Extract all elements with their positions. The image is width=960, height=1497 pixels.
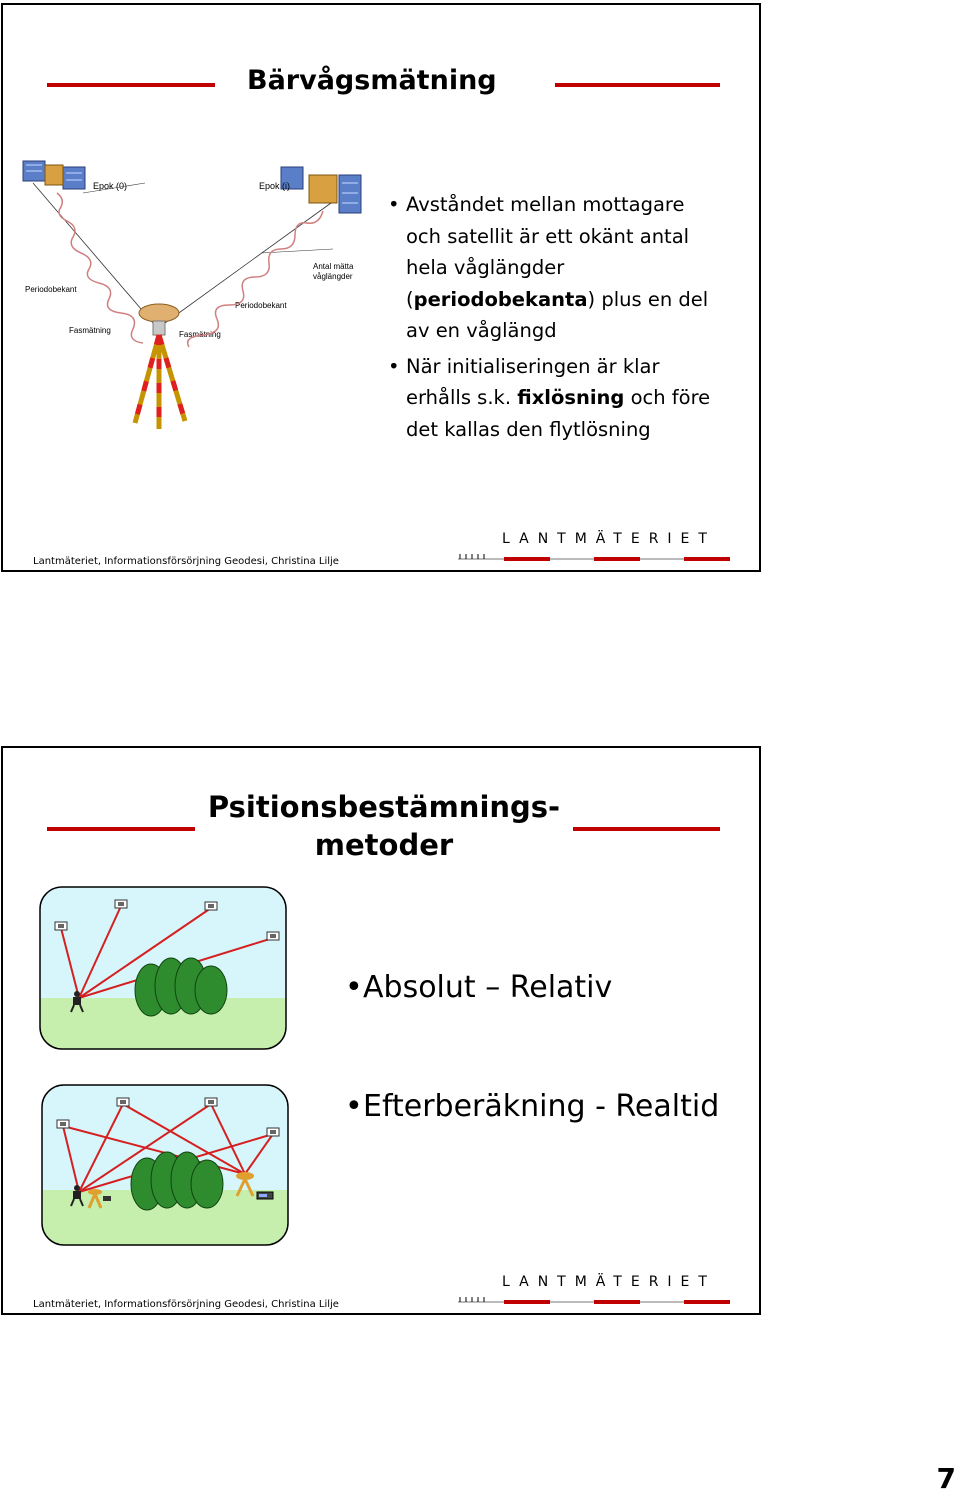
satellite-icon [55,922,67,930]
satellite-icon [115,900,127,908]
bullet-line: • Avståndet mellan mottagare [406,193,685,216]
bullet-initialisering [406,351,756,446]
label-epok-i: Epok (i) [259,181,291,191]
title-rule-right [555,83,720,87]
label-fasmatning-mid: Fasmätning [179,330,221,339]
label-epok-0: Epok (0) [93,181,128,191]
bullet-line [406,284,756,316]
lantmateriet-logo-ruler [458,1293,730,1305]
satellite-icon [57,1120,69,1128]
label-periodobekant-left: Periodobekant [25,285,77,294]
slide-barvagsmatning [1,3,761,572]
label-vaglangder: våglängder [313,272,353,281]
title-rule-left [47,827,195,831]
bullet-line: och satellit är ett okänt antal [406,224,690,248]
title-rule-left [47,83,215,87]
page-number: 7 [936,1462,956,1495]
lantmateriet-logo-ruler [458,550,730,562]
relative-positioning-diagram [41,1084,291,1248]
bullet-line: • När initialiseringen är klar [406,354,660,378]
bullet-avstandet [406,189,756,347]
text-fragment: och före [624,386,711,409]
trees-icon [131,1152,223,1210]
satellite-icon [205,902,217,910]
satellite-icon [205,1098,217,1106]
text-fragment: erhålls s.k. [406,386,518,409]
lantmateriet-logo-text: LANTMÄTERIET [502,531,716,547]
bullet-line [406,382,756,414]
slide-footer: Lantmäteriet, Informationsförsörjning Geodesi, Christina Lilje [33,556,339,567]
bullet-line: det kallas den flytlösning [406,417,651,441]
label-fasmatning-left: Fasmätning [69,326,111,335]
bold-term-fixlosning: fixlösning [517,386,625,409]
text-fragment: ) plus en del [587,287,709,311]
bullet-list [406,189,756,445]
trees-icon [135,958,227,1016]
label-antal-matta: Antal mätta [313,262,354,271]
slide-title [195,788,573,864]
slide-footer: Lantmäteriet, Informationsförsörjning Geodesi, Christina Lilje [33,1299,339,1310]
slide-title: Bärvågsmätning [247,65,497,96]
bullet-line: av en våglängd [406,319,557,342]
text-fragment: ( [406,287,414,311]
label-periodobekant-right: Periodobekant [235,301,287,310]
bullet-efterberakning-realtid: • Efterberäkning - Realtid [363,1089,763,1124]
satellite-icon [117,1098,129,1106]
bullet-absolut-relativ: • Absolut – Relativ [363,970,763,1005]
lantmateriet-logo-text: LANTMÄTERIET [502,1274,716,1290]
absolute-positioning-diagram [39,886,289,1052]
satellite-icon [267,932,279,940]
slide-title-line2: metoder [314,828,454,862]
bullet-list [363,970,763,1124]
carrier-phase-illustration [13,153,373,435]
slide-title-line1: Psitionsbestämnings- [207,790,561,824]
title-rule-right [573,827,720,831]
bold-term-periodobekanta: periodobekanta [413,287,588,311]
slide-positionsbestamningsmetoder [1,746,761,1315]
bullet-line: hela våglängder [406,256,565,279]
satellite-icon [267,1128,279,1136]
